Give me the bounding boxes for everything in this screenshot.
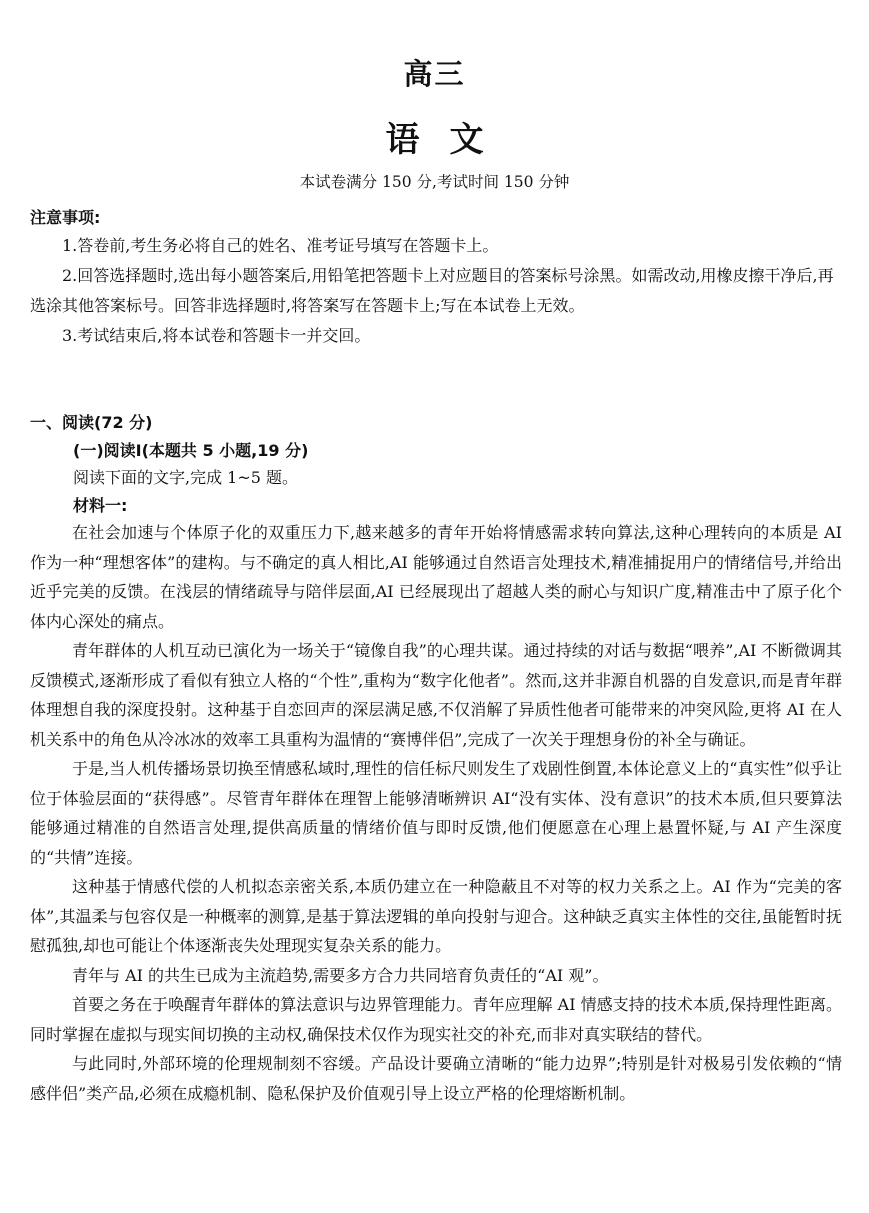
material-title: 材料一: bbox=[73, 496, 128, 515]
notes-list bbox=[30, 231, 842, 351]
paragraph: 于是,当人机传播场景切换至情感私域时,理性的信任标尺则发生了戏剧性倒置,本体论意义上的“真实性”似乎让位于体验层面的“获得感”。尽管青年群体在理智上能够清晰辨识 AI“没有实体、没有意识”的技术本质,但只要算法能够通过精准的自然语言处理,提供高质量的情绪价值与即时反馈,他们便愿意在心理上悬置怀疑,与 AI 产生深度的“共情”连接。 bbox=[30, 759, 842, 867]
exam-info: 本试卷满分 150 分,考试时间 150 分钟 bbox=[299, 173, 570, 191]
notes-title: 注意事项: bbox=[30, 208, 101, 227]
paragraph: 青年与 AI 的共生已成为主流趋势,需要多方合力共同培育负责任的“AI 观”。 bbox=[72, 965, 609, 985]
note-item: 2.回答选择题时,选出每小题答案后,用铅笔把答题卡上对应题目的答案标号涂黑。如需改动,用橡皮擦干净后,再选涂其他答案标号。回答非选择题时,将答案写在答题卡上;写在本试卷上无效。 bbox=[30, 266, 834, 315]
subject-title: 语文 bbox=[385, 120, 514, 160]
note-item: 3.考试结束后,将本试卷和答题卡一并交回。 bbox=[62, 326, 371, 345]
grade-heading: 高三 bbox=[403, 57, 466, 91]
paragraph: 与此同时,外部环境的伦理规制刻不容缓。产品设计要确立清晰的“能力边界”;特别是针对极易引发依赖的“情感伴侣”类产品,必须在成瘾机制、隐私保护及价值观引导上设立严格的伦理熔断机制。 bbox=[30, 1054, 842, 1103]
paragraph: 首要之务在于唤醒青年群体的算法意识与边界管理能力。青年应理解 AI 情感支持的技术本质,保持理性距离。同时掌握在虚拟与现实间切换的主动权,确保技术仅作为现实社交的补充,而非对真实联结的替代。 bbox=[30, 995, 842, 1044]
paragraph: 这种基于情感代偿的人机拟态亲密关系,本质仍建立在一种隐蔽且不对等的权力关系之上。AI 作为“完美的客体”,其温柔与包容仅是一种概率的测算,是基于算法逻辑的单向投射与迎合。这种缺乏真实主体性的交往,虽能暂时抚慰孤独,却也可能让个体逐渐丧失处理现实复杂关系的能力。 bbox=[30, 877, 842, 955]
note-item: 1.答卷前,考生务必将自己的姓名、准考证号填写在答题卡上。 bbox=[62, 236, 499, 255]
paragraph: 青年群体的人机互动已演化为一场关于“镜像自我”的心理共谋。通过持续的对话与数据“喂养”,AI 不断微调其反馈模式,逐渐形成了看似有独立人格的“个性”,重构为“数字化他者”。然而,这并非源自机器的自发意识,而是青年群体理想自我的深度投射。这种基于自恋回声的深层满足感,不仅消解了异质性他者可能带来的冲突风险,更将 AI 在人机关系中的角色从冷冰冰的效率工具重构为温情的“赛博伴侣”,完成了一次关于理想身份的补全与确证。 bbox=[30, 641, 842, 749]
material-body bbox=[30, 518, 842, 1108]
instruction-text: 阅读下面的文字,完成 1~5 题。 bbox=[73, 468, 299, 487]
section-title: 一、阅读(72 分) bbox=[30, 413, 153, 432]
subsection-title: (一)阅读Ⅰ(本题共 5 小题,19 分) bbox=[73, 441, 309, 460]
paragraph: 在社会加速与个体原子化的双重压力下,越来越多的青年开始将情感需求转向算法,这种心理转向的本质是 AI 作为一种“理想客体”的建构。与不确定的真人相比,AI 能够通过自然语言处理技术,精准捕捉用户的情绪信号,并给出近乎完美的反馈。在浅层的情绪疏导与陪伴层面,AI 已经展现出了超越人类的耐心与知识广度,精准击中了原子化个体内心深处的痛点。 bbox=[30, 523, 842, 631]
